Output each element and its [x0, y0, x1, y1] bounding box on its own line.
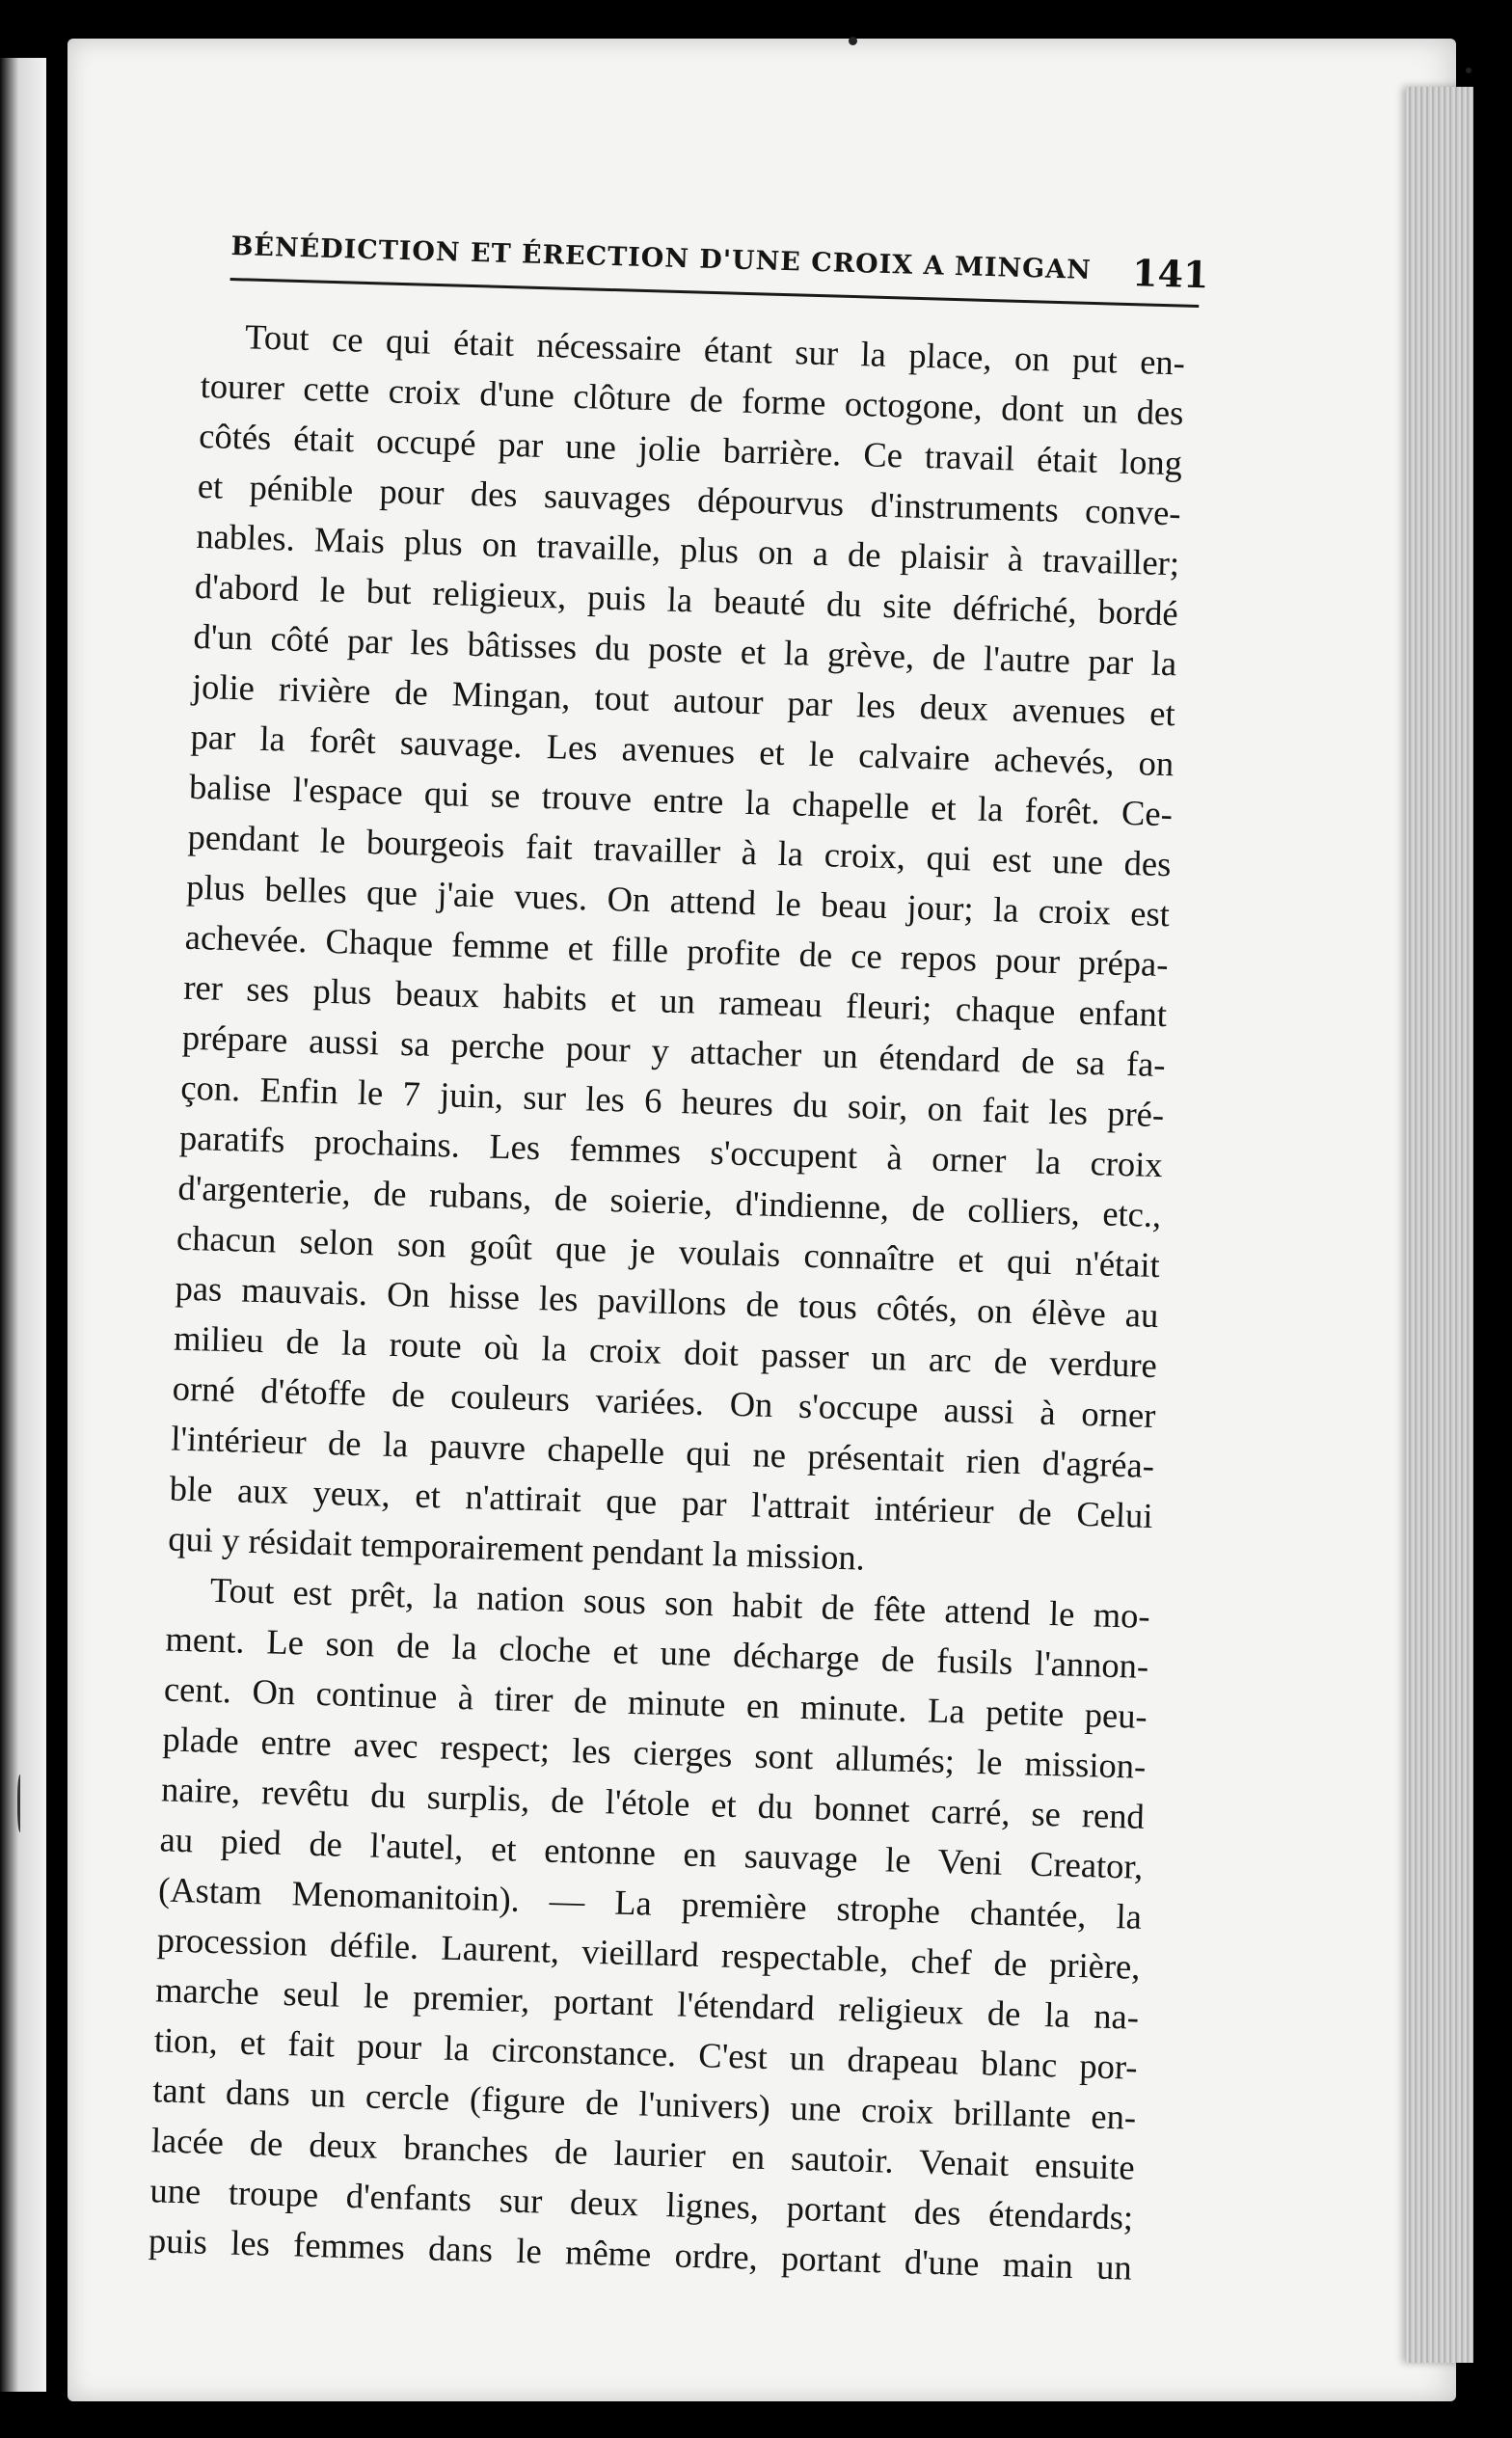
binding-mark: [17, 1774, 24, 1832]
text-line: achevée. Chaque femme et fille profite de ce repos pour prépa-: [184, 916, 1170, 985]
text-line: chacun selon son goût que je voulais connaître et qui n'était: [176, 1217, 1161, 1286]
text-line: puis les femmes dans le même ordre, portant d'une main un: [148, 2220, 1133, 2288]
text-line: procession défile. Laurent, vieillard respectable, chef de prière,: [156, 1919, 1142, 1987]
text-line: paratifs prochains. Les femmes s'occupent à orner la croix: [178, 1117, 1164, 1185]
dust-speck: [849, 37, 857, 45]
text-line: tourer cette croix d'une clôture de forme octogone, dont un des: [200, 365, 1185, 433]
text-line: tion, et fait pour la circonstance. C'est un drapeau blanc por-: [153, 2019, 1139, 2087]
text-line: çon. Enfin le 7 juin, sur les 6 heures du soir, on fait les pré-: [179, 1067, 1165, 1135]
running-head: BÉNÉDICTION ET ÉRECTION D'UNE CROIX A MINGAN: [230, 231, 1093, 285]
text-line: côtés était occupé par une jolie barrière. Ce travail était long: [198, 415, 1183, 483]
text-line: balise l'espace qui se trouve entre la chapelle et la forêt. Ce-: [188, 766, 1174, 834]
text-line: rer ses plus beaux habits et un rameau fleuri; chaque enfant: [182, 966, 1168, 1035]
text-line: marche seul le premier, portant l'étendard religieux de la na-: [154, 1969, 1140, 2037]
text-line: d'argenterie, de rubans, de soierie, d'indienne, de colliers, etc.,: [177, 1167, 1162, 1235]
text-line: plus belles que j'aie vues. On attend le beau jour; la croix est: [185, 866, 1171, 935]
text-line: ble aux yeux, et n'attirait que par l'attrait intérieur de Celui: [169, 1468, 1154, 1535]
page-stack-edge: [1406, 87, 1473, 2363]
text-line: lacée de deux branches de laurier en sautoir. Venait ensuite: [150, 2120, 1136, 2187]
text-line: ment. Le son de la cloche et une décharge de fusils l'annon-: [164, 1618, 1149, 1686]
text-line: pas mauvais. On hisse les pavillons de tous côtés, on élève au: [175, 1267, 1159, 1336]
text-line: d'abord le but religieux, puis la beauté du site défriché, bordé: [194, 565, 1179, 634]
text-line: prépare aussi sa perche pour y attacher un étendard de sa fa-: [181, 1016, 1167, 1085]
text-line: par la forêt sauvage. Les avenues et le calvaire achevés, on: [190, 716, 1174, 784]
text-line: plade entre avec respect; les cierges sont allumés; le mission-: [162, 1719, 1147, 1786]
text-line: tant dans un cercle (figure de l'univers) une croix brillante en-: [151, 2070, 1137, 2137]
text-line: nables. Mais plus on travaille, plus on a de plaisir à travailler;: [195, 515, 1180, 583]
dust-speck: [1466, 68, 1472, 73]
text-line: Tout ce qui était nécessaire étant sur la place, on put en-: [244, 316, 1186, 383]
body-text: [148, 311, 1185, 2293]
text-line: (Astam Menomanitoin). — La première strophe chantée, la: [157, 1869, 1143, 1937]
text-line: qui y résidait temporairement pendant la mission.: [167, 1518, 866, 1578]
text-line: d'un côté par les bâtisses du poste et la grève, de l'autre par la: [193, 615, 1177, 684]
text-line: naire, revêtu du surplis, de l'étole et du bonnet carré, se rend: [160, 1769, 1146, 1836]
page-number: 141: [1131, 251, 1210, 297]
left-page-edge: [0, 58, 46, 2392]
text-line: Tout est prêt, la nation sous son habit de fête attend le mo-: [209, 1569, 1151, 1636]
text-line: milieu de la route où la croix doit passer un arc de verdure: [173, 1317, 1158, 1386]
text-line: au pied de l'autel, et entonne en sauvage le Veni Creator,: [159, 1819, 1144, 1886]
text-line: et pénible pour des sauvages dépourvus d'instruments conve-: [197, 465, 1182, 533]
text-line: pendant le bourgeois fait travailler à la croix, qui est une des: [187, 816, 1172, 884]
text-line: cent. On continue à tirer de minute en minute. La petite peu-: [163, 1668, 1148, 1736]
text-line: jolie rivière de Mingan, tout autour par les deux avenues et: [191, 665, 1176, 734]
text-line: une troupe d'enfants sur deux lignes, portant des étendards;: [148, 2170, 1134, 2237]
text-line: l'intérieur de la pauvre chapelle qui ne présentait rien d'agréa-: [170, 1418, 1155, 1486]
text-line: orné d'étoffe de couleurs variées. On s'occupe aussi à orner: [172, 1368, 1156, 1436]
